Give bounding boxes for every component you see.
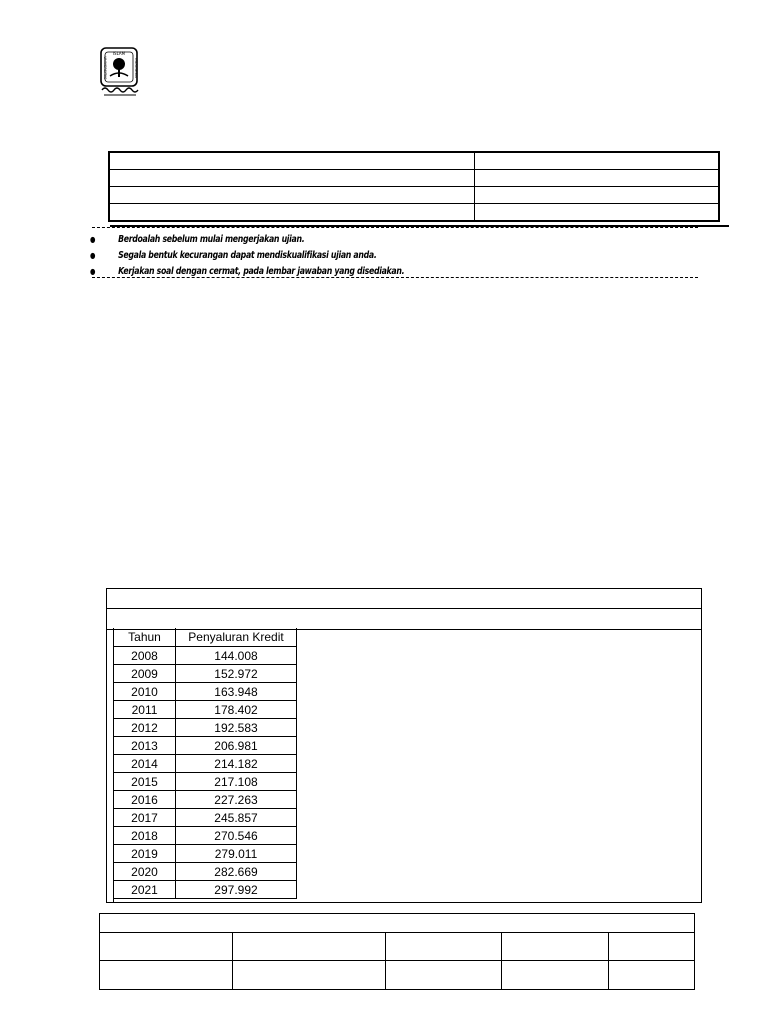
year-cell: 2012 [114, 719, 176, 737]
answer-cell [386, 933, 502, 961]
credit-cell: 227.263 [176, 791, 297, 809]
table-row [114, 701, 297, 719]
year-cell: 2015 [114, 773, 176, 791]
table-row [114, 719, 297, 737]
credit-cell: 279.011 [176, 845, 297, 863]
year-cell: 2018 [114, 827, 176, 845]
answer-cell [386, 961, 502, 990]
credit-cell: 282.669 [176, 863, 297, 881]
table-row [114, 827, 297, 845]
answer-header-cell [100, 914, 695, 933]
svg-text:UNIVERSITAS: UNIVERSITAS [103, 56, 107, 80]
info-cell [475, 152, 720, 170]
year-cell: 2017 [114, 809, 176, 827]
table-row [114, 755, 297, 773]
rules-top-divider [92, 227, 698, 228]
table-row [109, 170, 719, 187]
info-cell [109, 152, 475, 170]
credit-cell: 144.008 [176, 647, 297, 665]
answer-cell [502, 933, 609, 961]
credit-cell: 297.992 [176, 881, 297, 899]
credit-cell: 152.972 [176, 665, 297, 683]
table-header-row [114, 628, 297, 647]
table-row [100, 961, 695, 990]
year-cell: 2020 [114, 863, 176, 881]
svg-text:ISLAM: ISLAM [112, 51, 126, 56]
column-header-credit: Penyaluran Kredit [176, 628, 297, 647]
table-row [109, 204, 719, 222]
table-row [114, 863, 297, 881]
answer-cell [609, 961, 695, 990]
info-cell [475, 204, 720, 222]
year-cell: 2009 [114, 665, 176, 683]
table-row [114, 683, 297, 701]
credit-cell: 192.583 [176, 719, 297, 737]
credit-cell: 217.108 [176, 773, 297, 791]
info-cell [109, 204, 475, 222]
year-cell: 2011 [114, 701, 176, 719]
rule-text: Berdoalah sebelum mulai mengerjakan ujian. [118, 234, 305, 245]
table-row [100, 933, 695, 961]
info-cell [475, 170, 720, 187]
info-cell [109, 170, 475, 187]
table-row [114, 809, 297, 827]
credit-cell: 214.182 [176, 755, 297, 773]
rules-bottom-divider [92, 277, 698, 278]
credit-cell: 206.981 [176, 737, 297, 755]
table-row [109, 152, 719, 170]
year-cell: 2014 [114, 755, 176, 773]
answer-cell [502, 961, 609, 990]
credit-data-table [113, 628, 297, 899]
year-cell: 2010 [114, 683, 176, 701]
info-cell [475, 187, 720, 204]
table-row [100, 914, 695, 933]
answer-cell [233, 933, 386, 961]
university-seal-logo [98, 46, 142, 100]
bullet-icon: ● [90, 267, 96, 276]
exam-info-table [108, 151, 720, 222]
answer-table [99, 913, 695, 990]
rule-text: Segala bentuk kecurangan dapat mendiskualifikasi ujian anda. [118, 250, 377, 261]
credit-cell: 163.948 [176, 683, 297, 701]
table-row [109, 187, 719, 204]
credit-cell: 270.546 [176, 827, 297, 845]
table-row [114, 791, 297, 809]
answer-cell [100, 933, 233, 961]
exam-rules-list [90, 232, 493, 280]
bullet-icon: ● [90, 251, 96, 260]
year-cell: 2016 [114, 791, 176, 809]
year-cell: 2013 [114, 737, 176, 755]
table-row [114, 881, 297, 899]
year-cell: 2021 [114, 881, 176, 899]
table-row [114, 773, 297, 791]
answer-cell [100, 961, 233, 990]
info-cell [109, 187, 475, 204]
answer-cell [233, 961, 386, 990]
year-cell: 2008 [114, 647, 176, 665]
credit-cell: 178.402 [176, 701, 297, 719]
answer-cell [609, 933, 695, 961]
table-row [114, 665, 297, 683]
list-item [90, 248, 404, 264]
column-header-year: Tahun [114, 628, 176, 647]
table-row [114, 647, 297, 665]
year-cell: 2019 [114, 845, 176, 863]
question-row-divider [107, 608, 701, 609]
credit-cell: 245.857 [176, 809, 297, 827]
list-item [90, 232, 404, 248]
svg-text:INDONESIA: INDONESIA [134, 58, 138, 78]
table-row [114, 737, 297, 755]
rule-text: Kerjakan soal dengan cermat, pada lembar jawaban yang disediakan. [118, 266, 405, 277]
bullet-icon: ● [90, 235, 96, 244]
table-row [114, 845, 297, 863]
